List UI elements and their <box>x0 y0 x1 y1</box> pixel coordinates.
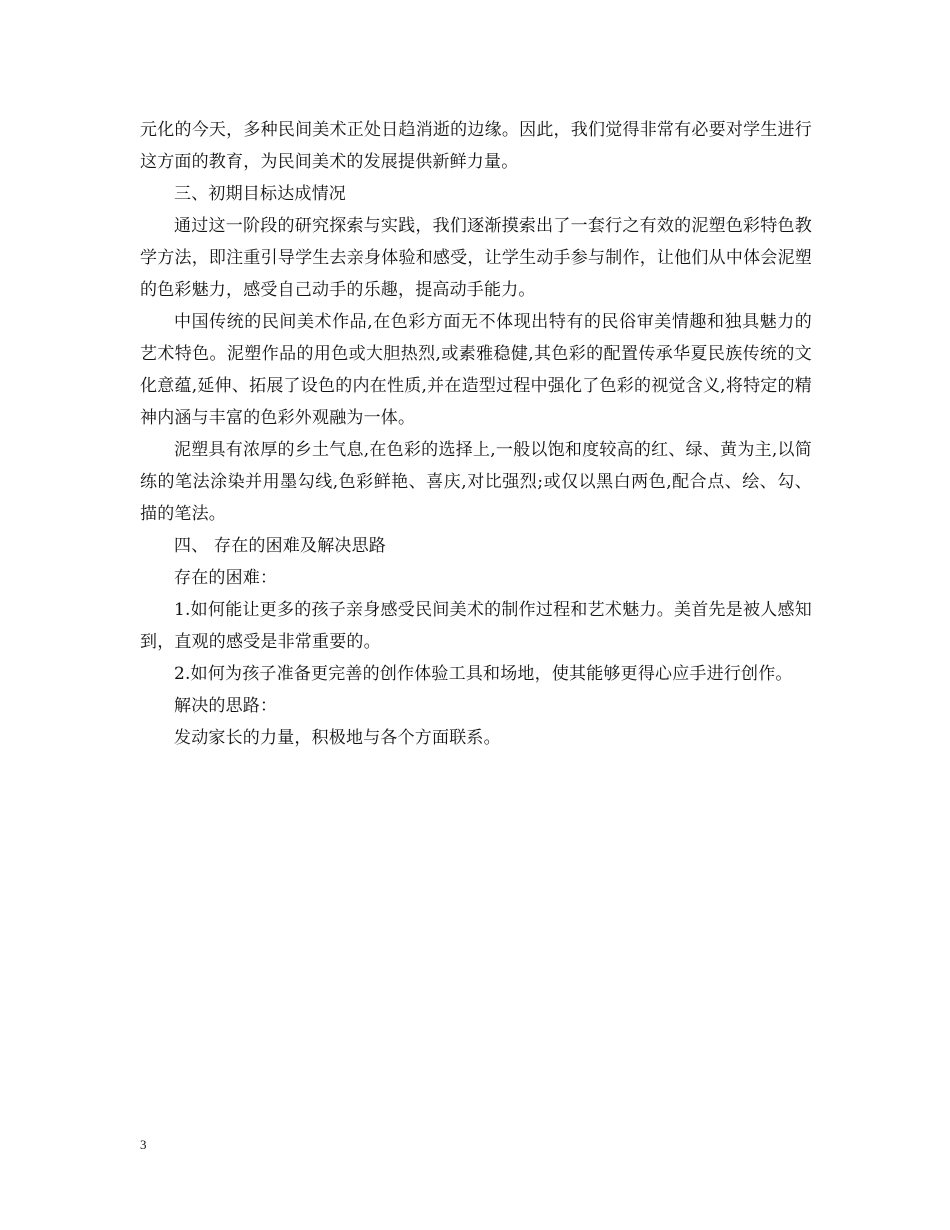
paragraph-folk-art-color: 中国传统的民间美术作品,在色彩方面无不体现出特有的民俗审美情趣和独具魅力的艺术特色。泥塑作品的用色或大胆热烈,或素雅稳健,其色彩的配置传承华夏民族传统的文化意蕴,延伸、拓展了设色的内在性质,并在造型过程中强化了色彩的视觉含义,将特定的精神内涵与丰富的色彩外观融为一体。 <box>140 312 812 428</box>
paragraph-solution: 发动家长的力量，积极地与各个方面联系。 <box>174 728 501 748</box>
paragraph-intro-continuation: 元化的今天，多种民间美术正处日趋消逝的边缘。因此，我们觉得非常有必要对学生进行这方面的教育，为民间美术的发展提供新鲜力量。 <box>140 120 812 172</box>
document-body <box>140 114 812 754</box>
section-heading-difficulties: 四、 存在的困难及解决思路 <box>174 536 387 556</box>
list-item-difficulty-1: 1.如何能让更多的孩子亲身感受民间美术的制作过程和艺术魅力。美首先是被人感知到，直观的感受是非常重要的。 <box>140 600 812 652</box>
subheading-solutions: 解决的思路： <box>174 696 278 716</box>
paragraph-teaching-method: 通过这一阶段的研究探索与实践，我们逐渐摸索出了一套行之有效的泥塑色彩特色教学方法，即注重引导学生去亲身体验和感受，让学生动手参与制作，让他们从中体会泥塑的色彩魅力，感受自己动手的乐趣，提高动手能力。 <box>140 216 812 300</box>
list-item-difficulty-2: 2.如何为孩子准备更完善的创作体验工具和场地，使其能够更得心应手进行创作。 <box>174 664 793 684</box>
subheading-difficulties: 存在的困难： <box>174 568 278 588</box>
section-heading-initial-goals: 三、初期目标达成情况 <box>174 184 346 204</box>
paragraph-clay-sculpture-color: 泥塑具有浓厚的乡土气息,在色彩的选择上,一般以饱和度较高的红、绿、黄为主,以简练的笔法涂染并用墨勾线,色彩鲜艳、喜庆,对比强烈;或仅以黑白两色,配合点、绘、勾、描的笔法。 <box>140 440 812 524</box>
page-number: 3 <box>140 1137 147 1152</box>
